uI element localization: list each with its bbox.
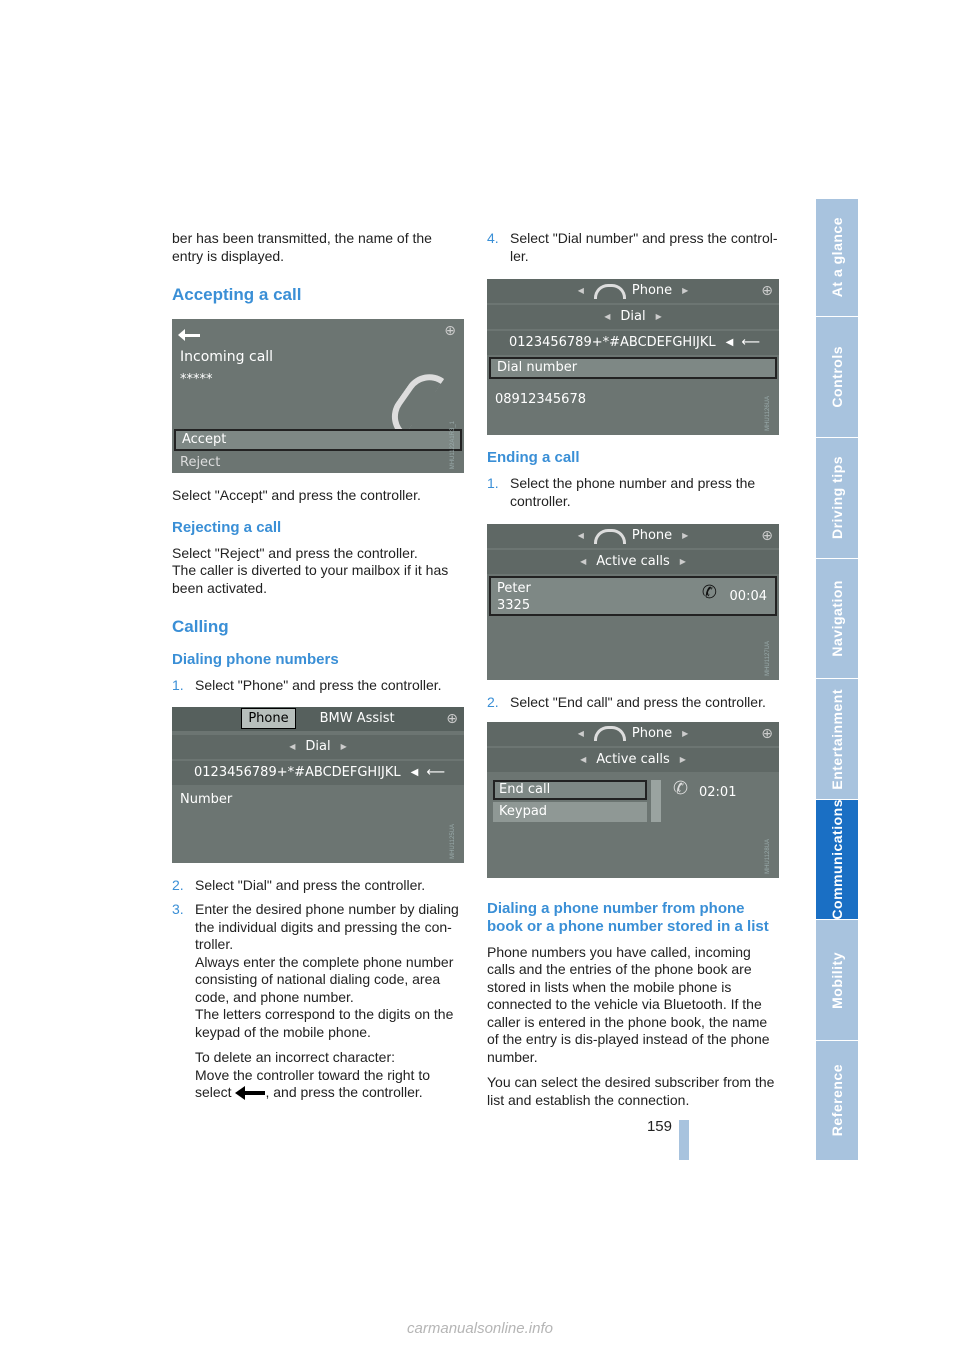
active-call-entry[interactable] (489, 576, 777, 616)
reject-instruction: Select "Reject" and press the controller. (172, 544, 418, 561)
tab-mobility[interactable] (816, 919, 858, 1040)
step-3 (172, 901, 464, 1102)
tab-label: Reference (829, 1064, 845, 1137)
step-4 (487, 230, 779, 265)
controller-icon: ⊕ (761, 528, 773, 544)
controller-icon: ⊕ (444, 323, 456, 339)
dial-menu[interactable]: Dial (620, 309, 646, 325)
reject-option[interactable]: Reject (180, 455, 221, 471)
tab-label: Entertainment (829, 688, 845, 790)
phone-icon (594, 726, 626, 741)
dial-menu[interactable]: Dial (305, 738, 331, 754)
handset-icon: ✆ (701, 582, 717, 603)
tab-label: Driving tips (829, 456, 845, 540)
phonebook-text-2: You can select the desired subscriber from the list and establish the connection. (487, 1074, 775, 1108)
image-code: MHU1122A1R3_1 (449, 420, 456, 469)
controller-icon: ⊕ (761, 283, 773, 299)
tab-label: Communications (829, 799, 845, 920)
call-duration: 00:04 (729, 589, 767, 604)
tab-label: Controls (829, 346, 845, 408)
delete-arrow-icon (235, 1088, 265, 1098)
dial-number-screen (487, 279, 779, 435)
step-number: 2. (487, 694, 499, 710)
page-number: 159 (646, 1118, 672, 1135)
number-label: Number (180, 791, 233, 807)
tab-at-a-glance[interactable] (816, 198, 858, 316)
menu-bar: ◀ Active calls ▶ (487, 748, 779, 772)
end-call-option[interactable]: End call (493, 780, 647, 800)
left-arrow-icon[interactable]: ◀ (410, 766, 419, 778)
page-marker (679, 1120, 689, 1160)
menu-bar: ◀ Active calls ▶ (487, 550, 779, 574)
handset-icon: ✆ (673, 777, 689, 799)
entered-number: 08912345678 (495, 392, 586, 407)
incoming-call-title: Incoming call (180, 349, 274, 365)
left-arrow-icon[interactable]: ◀ (725, 337, 734, 349)
ending-step-1 (487, 475, 779, 510)
heading-dialing-numbers: Dialing phone numbers (172, 651, 339, 668)
phone-icon (594, 529, 626, 544)
menu-bar: ◀ Dial ▶ (487, 305, 779, 329)
step-3-line-5b: , and press the controller. (265, 1084, 423, 1100)
left-column (172, 230, 464, 1109)
step-3-line-2: Always enter the complete phone number consisting of national dialing code, area code, and phone number. (195, 953, 454, 1005)
reject-note: The caller is diverted to your mailbox if it has been activated. (172, 562, 449, 596)
step-number: 3. (172, 901, 184, 917)
header-title: Phone (631, 283, 673, 299)
digit-row (487, 331, 779, 355)
heading-ending-call: Ending a call (487, 449, 580, 466)
accept-instruction: Select "Accept" and press the controller. (172, 487, 421, 503)
tab-entertainment[interactable] (816, 678, 858, 799)
tab-bmw-assist[interactable]: BMW Assist (319, 710, 395, 726)
header-bar: ◀ Phone ▶ (487, 279, 779, 303)
step-number: 4. (487, 230, 499, 246)
ending-step-2 (487, 694, 779, 712)
controller-icon: ⊕ (761, 725, 773, 742)
caller-number: 3325 (497, 598, 531, 613)
step-text: Select "End call" and press the controller. (510, 694, 766, 710)
header-bar: ◀ Phone ▶ (487, 722, 779, 746)
accept-option[interactable]: Accept (174, 429, 462, 451)
call-duration: 02:01 (699, 784, 737, 800)
scrollbar[interactable] (651, 780, 661, 822)
tab-label: Navigation (829, 580, 845, 657)
step-text: Select "Dial number" and press the control-ler. (510, 230, 778, 264)
tab-driving-tips[interactable] (816, 437, 858, 558)
tab-controls[interactable] (816, 316, 858, 437)
phonebook-text-1: Phone numbers you have called, incoming calls and the entries of the phone book are stored in lists when the mobile phone is connected to the vehicle via Bluetooth. If the caller is entered in the phone book, the name of the entry is dis-played instead of the phone number. (487, 943, 770, 1065)
active-calls-menu[interactable]: Active calls (596, 554, 670, 570)
header-title: Phone (631, 528, 673, 544)
image-code: MHU1128UA (764, 838, 771, 874)
handset-icon (382, 364, 445, 438)
header-bar: ◀ Phone ▶ (487, 524, 779, 548)
step-text (195, 901, 464, 1102)
right-column (487, 230, 779, 1117)
step-3-line-4: To delete an incorrect character: (195, 1049, 395, 1065)
step-3-line-3: The letters correspond to the digits on the keypad of the mobile phone. (195, 1006, 454, 1040)
heading-accepting-call: Accepting a call (172, 285, 302, 304)
step-text: Select the phone number and press the controller. (510, 475, 756, 509)
step-3-line-1: Enter the desired phone number by dialing the individual digits and pressing the con-troller. (195, 901, 459, 952)
dial-screen (172, 707, 464, 863)
tab-reference[interactable] (816, 1040, 858, 1160)
tab-communications[interactable] (816, 799, 858, 919)
delete-icon[interactable]: ⟵ (426, 764, 445, 780)
chapter-sidebar (816, 198, 858, 1160)
end-call-screen (487, 722, 779, 878)
image-code: MHU1127UA (764, 641, 771, 676)
menu-bar: ◀ Dial ▶ (172, 735, 464, 759)
keypad-option[interactable]: Keypad (493, 802, 647, 822)
heading-calling: Calling (172, 617, 229, 636)
phone-icon (594, 284, 626, 299)
digit-row (172, 761, 464, 785)
tab-phone[interactable]: Phone (241, 708, 295, 730)
back-icon (180, 327, 200, 345)
digit-speller[interactable]: 0123456789+*#ABCDEFGHIJKL (509, 335, 716, 351)
step-text: Select "Phone" and press the controller. (195, 677, 442, 693)
image-code: MHU1126UA (764, 396, 771, 431)
step-number: 1. (487, 475, 499, 491)
digit-speller[interactable]: 0123456789+*#ABCDEFGHIJKL (194, 764, 401, 780)
header-title: Phone (631, 725, 673, 741)
active-calls-menu[interactable]: Active calls (596, 751, 670, 767)
intro-text: ber has been transmitted, the name of the entry is displayed. (172, 230, 432, 264)
step-3-line-5a: Move the controller toward the right to select (195, 1066, 431, 1100)
controller-icon: ⊕ (446, 710, 458, 727)
delete-icon[interactable]: ⟵ (741, 335, 760, 351)
heading-rejecting-call: Rejecting a call (172, 518, 282, 536)
step-2 (172, 877, 464, 895)
accept-call-screen (172, 319, 464, 473)
caller-name: Peter (497, 581, 531, 596)
step-number: 2. (172, 876, 184, 893)
tab-label: Mobility (829, 951, 845, 1009)
heading-phonebook-dialing: Dialing a phone number from phone book or a phone number stored in a list (487, 899, 769, 935)
tab-label: At a glance (829, 217, 845, 298)
tab-bar (172, 707, 464, 731)
image-code: MHU1125UA (449, 823, 456, 859)
tab-navigation[interactable] (816, 558, 858, 678)
caller-stars: ***** (180, 372, 213, 387)
step-number: 1. (172, 677, 184, 693)
dial-number-option[interactable]: Dial number (489, 357, 777, 379)
watermark: carmanualsonline.info (407, 1320, 553, 1337)
step-1 (172, 677, 464, 695)
step-text: Select "Dial" and press the controller. (195, 876, 426, 893)
active-calls-screen (487, 524, 779, 680)
